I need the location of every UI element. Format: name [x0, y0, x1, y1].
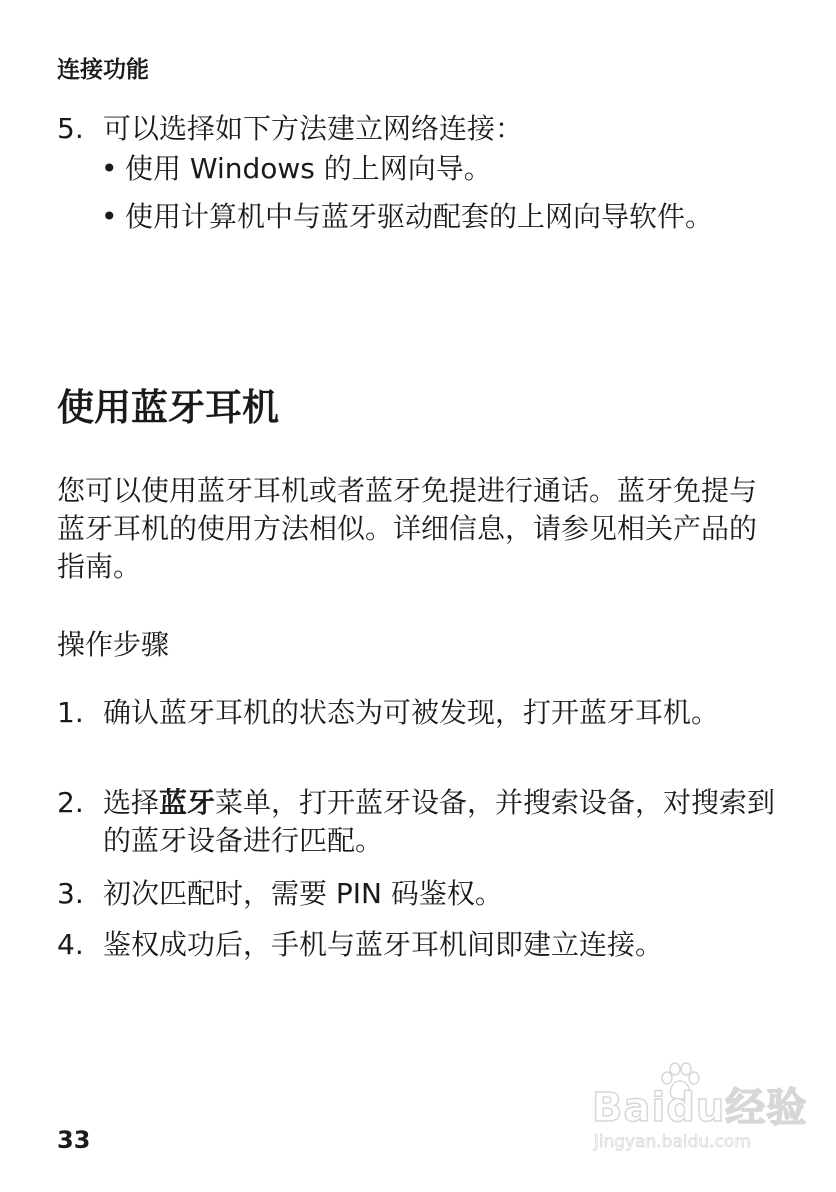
- step-text-after: 菜单，打开蓝牙设备，并搜索设备，对搜索到的蓝牙设备进行匹配。: [103, 786, 776, 857]
- list-item-step-1: [57, 694, 757, 732]
- watermark-logo: Baidu经验: [592, 1085, 808, 1131]
- bullet-dot: •: [101, 152, 118, 185]
- list-item-bullet: [101, 198, 741, 236]
- step-text: [103, 784, 777, 860]
- list-item-step-3: [57, 875, 777, 913]
- step-number: 2.: [57, 786, 84, 819]
- step-text: 初次匹配时，需要 PIN 码鉴权。: [103, 877, 503, 910]
- step-text: 确认蓝牙耳机的状态为可被发现，打开蓝牙耳机。: [103, 696, 720, 729]
- step-text-before: 选择: [103, 786, 160, 819]
- step-number: 1.: [57, 696, 84, 729]
- page-number: 33: [57, 1126, 91, 1154]
- list-item-step-2: [57, 784, 777, 860]
- watermark-url: jingyan.baidu.com: [594, 1132, 751, 1152]
- step-number: 5.: [57, 112, 84, 145]
- list-item-step-4: [57, 926, 777, 964]
- list-item-step-5: [57, 110, 777, 148]
- section-label: 连接功能: [57, 57, 149, 83]
- subheading: 操作步骤: [57, 628, 170, 661]
- step-number: 4.: [57, 928, 84, 961]
- step-text: 可以选择如下方法建立网络连接：: [103, 112, 524, 145]
- list-item-bullet: [101, 150, 751, 188]
- baidu-watermark: [592, 1062, 808, 1162]
- step-text: 鉴权成功后，手机与蓝牙耳机间即建立连接。: [103, 928, 664, 961]
- menu-name-bluetooth: 蓝牙: [159, 786, 216, 819]
- bullet-dot: •: [101, 200, 118, 233]
- intro-paragraph: 您可以使用蓝牙耳机或者蓝牙免提进行通话。蓝牙免提与蓝牙耳机的使用方法相似。详细信息，请参见相关产品的指南。: [57, 474, 758, 583]
- bullet-text: 使用 Windows 的上网向导。: [125, 152, 492, 185]
- page-title: 使用蓝牙耳机: [57, 386, 279, 429]
- bullet-text: 使用计算机中与蓝牙驱动配套的上网向导软件。: [125, 200, 714, 233]
- step-number: 3.: [57, 877, 84, 910]
